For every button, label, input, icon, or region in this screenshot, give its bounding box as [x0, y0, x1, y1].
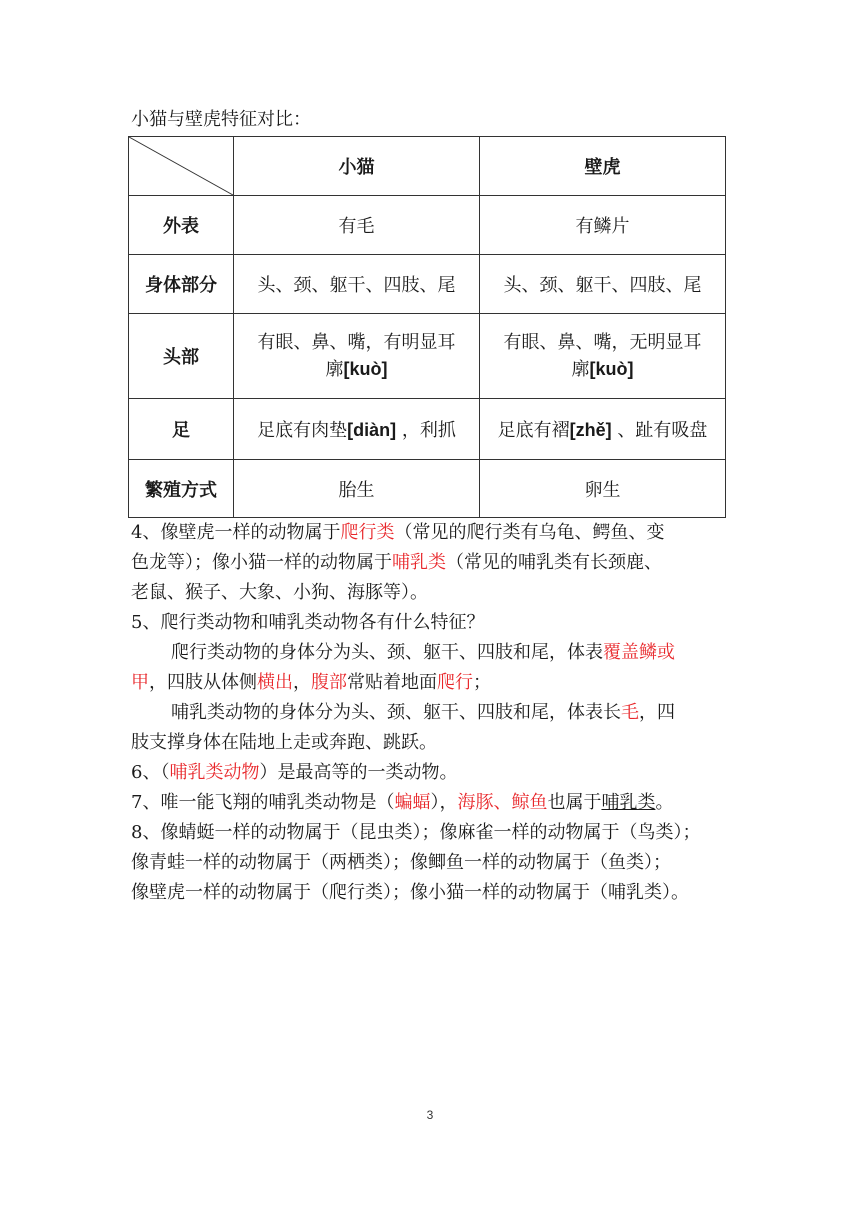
q8-line: 8、像蜻蜓一样的动物属于（昆虫类）；像麻雀一样的动物属于（鸟类）；: [131, 822, 701, 843]
q4-line: 老鼠、猴子、大象、小狗、海豚等）。: [131, 582, 428, 603]
answer-highlight: 横出: [257, 672, 293, 693]
table-caption: 小猫与壁虎特征对比：: [131, 109, 311, 130]
answer-highlight: 爬行: [437, 672, 473, 693]
cell-gecko: 有鳞片: [480, 196, 726, 255]
cell-text: ，利抓: [396, 420, 456, 441]
cell-cat: 胎生: [234, 460, 480, 518]
body-text: [131, 518, 731, 908]
table-row-head: [129, 314, 726, 399]
cell-text: 廓: [325, 359, 344, 380]
header-cat: 小猫: [234, 137, 480, 196]
cell-cat: [234, 399, 480, 460]
q5-answer-line: 哺乳类动物的身体分为头、颈、躯干、四肢和尾，体表长毛，四: [171, 702, 675, 723]
cell-gecko: [480, 314, 726, 399]
cell-text: 有眼、鼻、嘴，有明显耳: [257, 332, 456, 353]
table-row-feet: [129, 399, 726, 460]
q4-line: 色龙等）；像小猫一样的动物属于哺乳类（常见的哺乳类有长颈鹿、: [131, 552, 662, 573]
pinyin: [kuò]: [589, 359, 634, 379]
answer-highlight: 腹部: [311, 672, 347, 693]
cell-cat: [234, 314, 480, 399]
cell-text: 有眼、鼻、嘴，无明显耳: [503, 332, 702, 353]
table-header-row: [129, 137, 726, 196]
answer-highlight: 覆盖鳞或: [603, 642, 675, 663]
q7-line: 7、唯一能飞翔的哺乳类动物是（蝙蝠），海豚、鲸鱼也属于哺乳类。: [131, 792, 674, 813]
answer-highlight: 海豚、鲸鱼: [457, 792, 548, 813]
pinyin: [kuò]: [343, 359, 388, 379]
comparison-table: [128, 136, 726, 518]
cell-gecko: 卵生: [480, 460, 726, 518]
cell-cat: 有毛: [234, 196, 480, 255]
pinyin: [diàn]: [347, 420, 397, 440]
table-row-appearance: [129, 196, 726, 255]
answer-highlight: 爬行类: [340, 522, 395, 543]
q5-answer-line: 爬行类动物的身体分为头、颈、躯干、四肢和尾，体表覆盖鳞或: [171, 642, 675, 663]
answer-highlight: 哺乳类动物: [169, 762, 260, 783]
q6-line: 6、（哺乳类动物）是最高等的一类动物。: [131, 762, 458, 783]
cell-text: 廓: [571, 359, 590, 380]
q5-title: 5、爬行类动物和哺乳类动物各有什么特征？: [131, 612, 485, 633]
row-label: 头部: [129, 314, 234, 399]
cell-gecko: 头、颈、躯干、四肢、尾: [480, 255, 726, 314]
answer-highlight: 毛: [621, 702, 639, 723]
diagonal-header-cell: [129, 137, 234, 196]
cell-cat: 头、颈、躯干、四肢、尾: [234, 255, 480, 314]
answer-highlight: 哺乳类: [392, 552, 446, 573]
row-label: 足: [129, 399, 234, 460]
answer-highlight: 甲: [131, 672, 149, 693]
answer-highlight: 蝙蝠: [394, 792, 431, 813]
cell-text: 、趾有吸盘: [611, 420, 708, 441]
q5-answer-line: 甲，四肢从体侧横出，腹部常贴着地面爬行；: [131, 672, 491, 693]
page-number: 3: [426, 1108, 434, 1122]
row-label: 外表: [129, 196, 234, 255]
q8-line: 像青蛙一样的动物属于（两栖类）；像鲫鱼一样的动物属于（鱼类）；: [131, 852, 671, 873]
cell-gecko: [480, 399, 726, 460]
header-gecko: 壁虎: [480, 137, 726, 196]
table-row-reproduction: [129, 460, 726, 518]
diagonal-line: [129, 137, 233, 195]
row-label: 繁殖方式: [129, 460, 234, 518]
underlined-term: 哺乳类: [601, 792, 656, 813]
row-label: 身体部分: [129, 255, 234, 314]
table-row-body: [129, 255, 726, 314]
cell-text: 足底有褶: [497, 420, 570, 441]
q4-line: 4、像壁虎一样的动物属于爬行类（常见的爬行类有乌龟、鳄鱼、变: [131, 522, 665, 543]
q5-answer-line: 肢支撑身体在陆地上走或奔跑、跳跃。: [131, 732, 437, 753]
q8-line: 像壁虎一样的动物属于（爬行类）；像小猫一样的动物属于（哺乳类）。: [131, 882, 689, 903]
pinyin: [zhě]: [569, 420, 612, 440]
cell-text: 足底有肉垫: [257, 420, 348, 441]
